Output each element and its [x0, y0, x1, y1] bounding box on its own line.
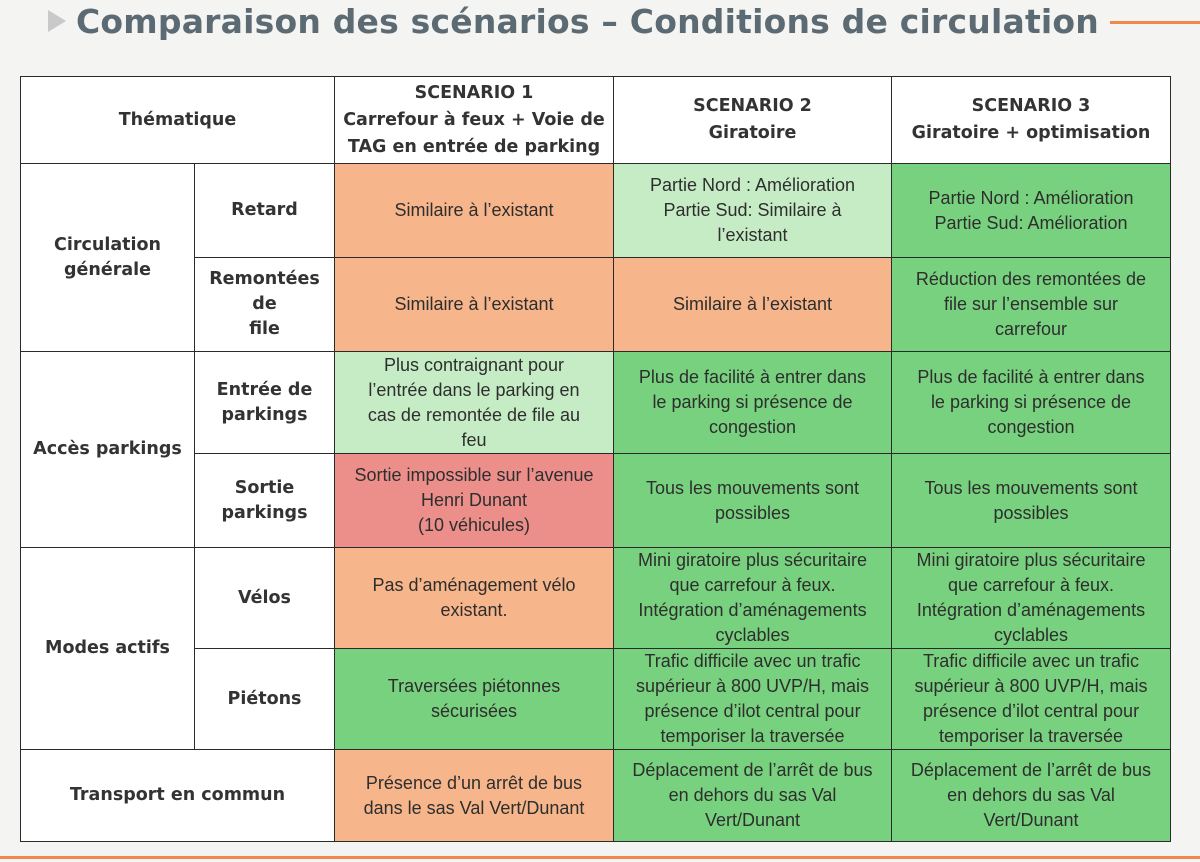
bottom-accent-line: [0, 856, 1200, 859]
subtheme-sortie-parkings: Sortie parkings: [195, 454, 335, 548]
title-accent-line: [1110, 21, 1200, 24]
table-row-entree-parkings: [21, 352, 1171, 454]
cell-transport-s2: Déplacement de l’arrêt de bus en dehors du sas Val Vert/Dunant: [614, 750, 892, 842]
comparison-table: [20, 76, 1171, 842]
comparison-table-wrapper: [20, 76, 1170, 841]
subtheme-retard: Retard: [195, 164, 335, 258]
table-row-retard: [21, 164, 1171, 258]
cell-transport-s3: Déplacement de l’arrêt de bus en dehors du sas Val Vert/Dunant: [892, 750, 1171, 842]
header-scenario-2: SCENARIO 2 Giratoire: [614, 77, 892, 164]
cell-retard-s2: Partie Nord : Amélioration Partie Sud: Similaire à l’existant: [614, 164, 892, 258]
cell-sortie-s2: Tous les mouvements sont possibles: [614, 454, 892, 548]
cell-pietons-s3: Trafic difficile avec un trafic supérieur à 800 UVP/H, mais présence d’ilot central pour temporiser la traversée: [892, 649, 1171, 750]
cell-velos-s1: Pas d’aménagement vélo existant.: [335, 548, 614, 649]
cell-retard-s1: Similaire à l’existant: [335, 164, 614, 258]
cell-sortie-s3: Tous les mouvements sont possibles: [892, 454, 1171, 548]
cell-remontees-s3: Réduction des remontées de file sur l’ensemble sur carrefour: [892, 258, 1171, 352]
cell-entree-s3: Plus de facilité à entrer dans le parking si présence de congestion: [892, 352, 1171, 454]
subtheme-remontees-de-file: Remontées de file: [195, 258, 335, 352]
subtheme-entree-parkings: Entrée de parkings: [195, 352, 335, 454]
cell-entree-s1: Plus contraignant pour l’entrée dans le parking en cas de remontée de file au feu: [335, 352, 614, 454]
category-modes-actifs: Modes actifs: [21, 548, 195, 750]
cell-transport-s1: Présence d’un arrêt de bus dans le sas Val Vert/Dunant: [335, 750, 614, 842]
cell-sortie-s1: Sortie impossible sur l’avenue Henri Dunant (10 véhicules): [335, 454, 614, 548]
title-bar: [0, 0, 1200, 60]
category-acces-parkings: Accès parkings: [21, 352, 195, 548]
cell-remontees-s1: Similaire à l’existant: [335, 258, 614, 352]
cell-remontees-s2: Similaire à l’existant: [614, 258, 892, 352]
cell-retard-s3: Partie Nord : Amélioration Partie Sud: Amélioration: [892, 164, 1171, 258]
category-transport-en-commun: Transport en commun: [21, 750, 335, 842]
title-arrow-icon: [48, 10, 66, 32]
category-circulation-generale: Circulation générale: [21, 164, 195, 352]
page-title: Comparaison des scénarios – Conditions de circulation: [76, 2, 1099, 41]
header-row: [21, 77, 1171, 164]
subtheme-velos: Vélos: [195, 548, 335, 649]
table-row-velos: [21, 548, 1171, 649]
cell-pietons-s2: Trafic difficile avec un trafic supérieur à 800 UVP/H, mais présence d’ilot central pour temporiser la traversée: [614, 649, 892, 750]
cell-velos-s2: Mini giratoire plus sécuritaire que carrefour à feux. Intégration d’aménagements cyclables: [614, 548, 892, 649]
subtheme-pietons: Piétons: [195, 649, 335, 750]
header-scenario-3: SCENARIO 3 Giratoire + optimisation: [892, 77, 1171, 164]
header-thematique: Thématique: [21, 77, 335, 164]
header-scenario-1: SCENARIO 1 Carrefour à feux + Voie de TAG en entrée de parking: [335, 77, 614, 164]
cell-entree-s2: Plus de facilité à entrer dans le parking si présence de congestion: [614, 352, 892, 454]
cell-velos-s3: Mini giratoire plus sécuritaire que carrefour à feux. Intégration d’aménagements cyclables: [892, 548, 1171, 649]
table-row-transport: [21, 750, 1171, 842]
cell-pietons-s1: Traversées piétonnes sécurisées: [335, 649, 614, 750]
